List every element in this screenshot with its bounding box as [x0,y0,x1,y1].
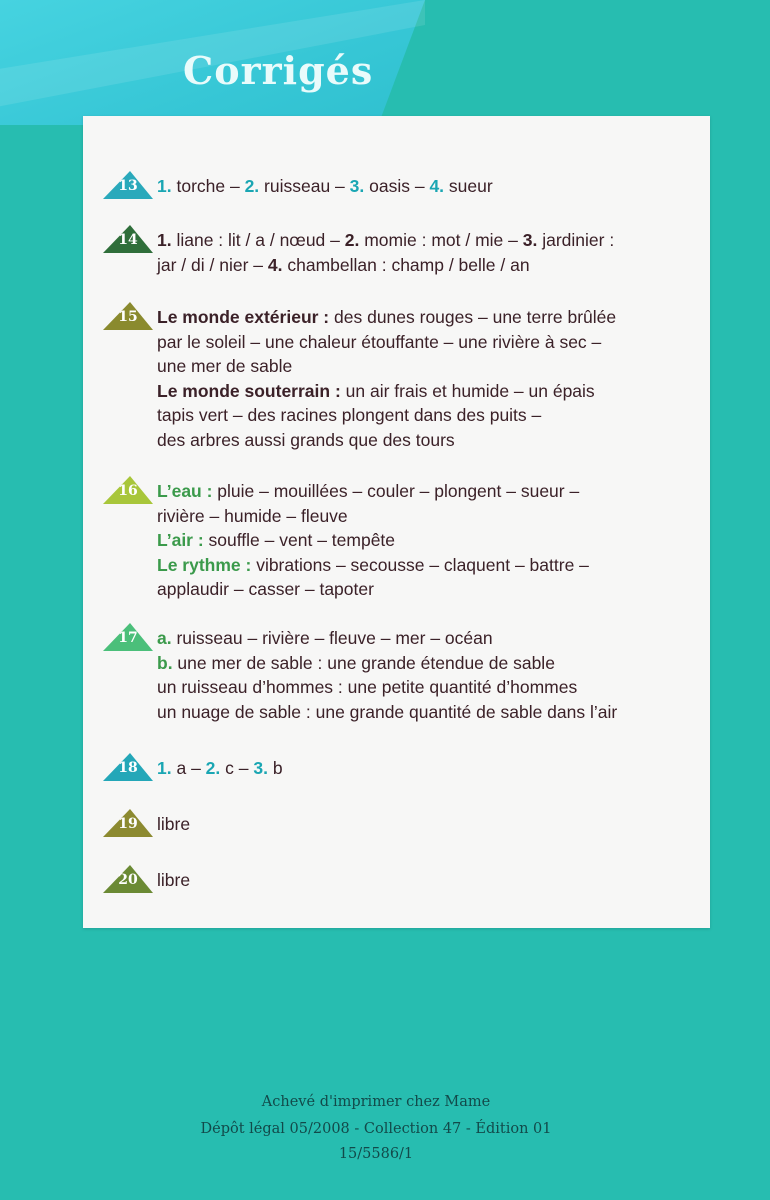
answer-label: 3. [253,758,268,778]
exercise-number: 19 [118,815,138,832]
answer-label: 2. [344,230,360,250]
exercise-number: 13 [118,177,138,194]
answer-label: Le rythme : [157,554,252,575]
answer-label: 2. [244,176,260,196]
answer-text: libre [157,870,191,890]
answer-line [157,868,702,893]
exercise-answer [157,626,702,724]
answer-text: ruisseau – rivière – fleuve – mer – océan [171,628,493,648]
answer-text: un air frais et humide – un épais [340,380,595,401]
answer-line [157,651,702,676]
answer-label: 3. [349,176,365,196]
answer-label: 2. [205,758,221,778]
exercise-answer [157,868,702,893]
answer-label: 1. [157,230,172,250]
answer-label: L’air : [157,530,204,550]
answer-text: oasis – [364,176,430,196]
exercise-number-badge [103,753,153,781]
answer-text: par le soleil – une chaleur étouffante – une rivière à sec – [157,331,602,352]
answer-text: torche – [171,176,245,196]
answer-text: un ruisseau d’hommes : une petite quantité d’hommes [157,677,578,697]
answer-label: b. [157,652,173,673]
answer-text: c – [220,758,254,778]
answer-text: sueur [444,176,493,196]
answer-text: b [267,758,283,778]
exercise-number: 14 [118,231,138,248]
footer-code: 15/5586/1 [338,1146,414,1162]
answer-text: rivière – humide – fleuve [157,505,348,526]
footer-printer: Achevé d'imprimer chez Mame [261,1094,491,1110]
answer-line [157,305,702,330]
answer-line [157,626,702,651]
answer-text: applaudir – casser – tapoter [157,579,374,599]
answer-line [157,504,702,529]
answer-line [157,553,702,578]
exercise-answer [157,305,702,452]
answer-text: souffle – vent – tempête [203,530,396,550]
answer-line [157,253,702,278]
answer-line [157,428,702,453]
answer-line [157,756,702,781]
exercise-number-badge [103,476,153,504]
answer-text: des arbres aussi grands que des tours [157,429,455,450]
exercise-number-badge [103,225,153,253]
answer-text: ruisseau – [259,176,350,196]
answer-text: des dunes rouges – une terre brûlée [329,307,617,327]
exercise-number: 17 [118,629,138,646]
answer-text: chambellan : champ / belle / an [282,254,530,275]
answer-text: un nuage de sable : une grande quantité de sable dans l’air [157,701,618,722]
answer-label: 1. [157,758,172,778]
exercise-number: 20 [118,871,138,888]
answer-label: L’eau : [157,481,213,501]
answer-label: Le monde souterrain : [157,380,341,401]
answer-line [157,174,702,199]
answer-line [157,330,702,355]
exercise-number-badge [103,809,153,837]
answer-line [157,403,702,428]
exercise-number-badge [103,623,153,651]
exercise-number-badge [103,302,153,330]
answer-text: libre [157,814,191,834]
answer-line [157,700,702,725]
answer-label: 1. [157,176,172,196]
answer-text: jardinier : [537,230,615,250]
answer-text: a – [171,758,206,778]
answer-line [157,354,702,379]
answer-line [157,675,702,700]
exercise-answer [157,174,702,199]
answer-text: liane : lit / a / nœud – [171,230,345,250]
answer-line [157,379,702,404]
answer-label: 3. [522,230,538,250]
answer-line [157,528,702,553]
exercise-number: 18 [118,759,138,776]
exercise-answer [157,228,702,277]
footer-legal: Dépôt légal 05/2008 - Collection 47 - Édition 01 [200,1121,552,1137]
answer-text: momie : mot / mie – [359,230,523,250]
answer-text: une mer de sable [157,356,293,376]
exercise-number: 15 [118,308,138,325]
answer-text: pluie – mouillées – couler – plongent – sueur – [212,481,580,501]
answer-line [157,479,702,504]
answer-label: a. [157,628,172,648]
exercise-number-badge [103,865,153,893]
answer-text: vibrations – secousse – claquent – battre – [251,554,589,575]
page-title: Corrigés [183,48,374,93]
answer-label: 4. [429,176,445,196]
exercise-number-badge [103,171,153,199]
exercise-answer [157,812,702,837]
answer-text: tapis vert – des racines plongent dans des puits – [157,405,542,425]
answer-text: jar / di / nier – [157,254,268,275]
answer-line [157,812,702,837]
exercise-number: 16 [118,482,138,499]
answer-label: 4. [267,254,283,275]
answer-text: une mer de sable : une grande étendue de sable [172,652,555,673]
answer-label: Le monde extérieur : [157,307,330,327]
answers-sheet [83,116,710,928]
answer-line [157,577,702,602]
exercise-answer [157,479,702,602]
exercise-answer [157,756,702,781]
answer-line [157,228,702,253]
